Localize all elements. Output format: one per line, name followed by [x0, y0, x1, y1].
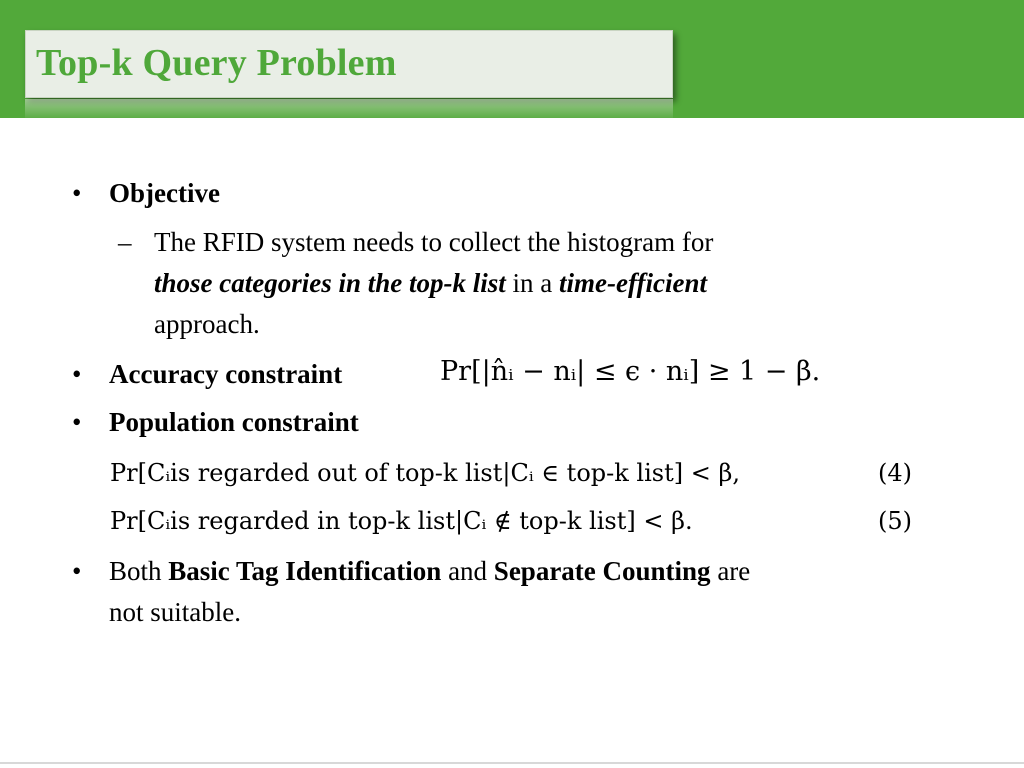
equation-4: Pr[Cᵢis regarded out of top-k list|Cᵢ ∈ top-k list] < β,	[110, 459, 740, 487]
bullet-accuracy-label: Accuracy constraint	[109, 359, 343, 389]
separate-counting: Separate Counting	[493, 556, 711, 586]
connector-text: in a	[505, 268, 560, 298]
title-reflection	[25, 99, 673, 121]
sub-bullet-marker: –	[118, 227, 132, 257]
sub-bullet-line-2	[154, 263, 707, 304]
sub-bullet-line-1: The RFID system needs to collect the histogram for	[154, 227, 714, 257]
title-box	[25, 30, 673, 98]
bullet-both-line-2: not suitable.	[109, 597, 241, 627]
bullet-marker: •	[72, 178, 82, 208]
slide-title: Top-k Query Problem	[36, 42, 397, 84]
both-pre: Both	[109, 556, 169, 586]
bullet-population-label: Population constraint	[109, 407, 359, 437]
bullet-marker: •	[72, 407, 82, 437]
equation-4-number: (4)	[878, 459, 912, 487]
bullet-both-line-1	[109, 551, 750, 592]
emphasis-time-efficient: time-efficient	[559, 268, 707, 298]
slide-bottom-divider	[0, 762, 1024, 764]
emphasis-top-k-list: those categories in the top-k list	[154, 268, 506, 298]
equation-5: Pr[Cᵢis regarded in top-k list|Cᵢ ∉ top-k list] < β.	[110, 507, 693, 535]
equation-5-number: (5)	[878, 507, 912, 535]
both-post: are	[710, 556, 751, 586]
bullet-objective-label: Objective	[109, 178, 220, 208]
basic-tag-identification: Basic Tag Identification	[168, 556, 442, 586]
sub-bullet-line-3: approach.	[154, 309, 260, 339]
accuracy-formula: Pr[|n̂ᵢ − nᵢ| ≤ ϵ · nᵢ] ≥ 1 − β.	[440, 356, 821, 387]
bullet-marker: •	[72, 359, 82, 389]
bullet-marker: •	[72, 556, 82, 586]
both-mid: and	[441, 556, 494, 586]
